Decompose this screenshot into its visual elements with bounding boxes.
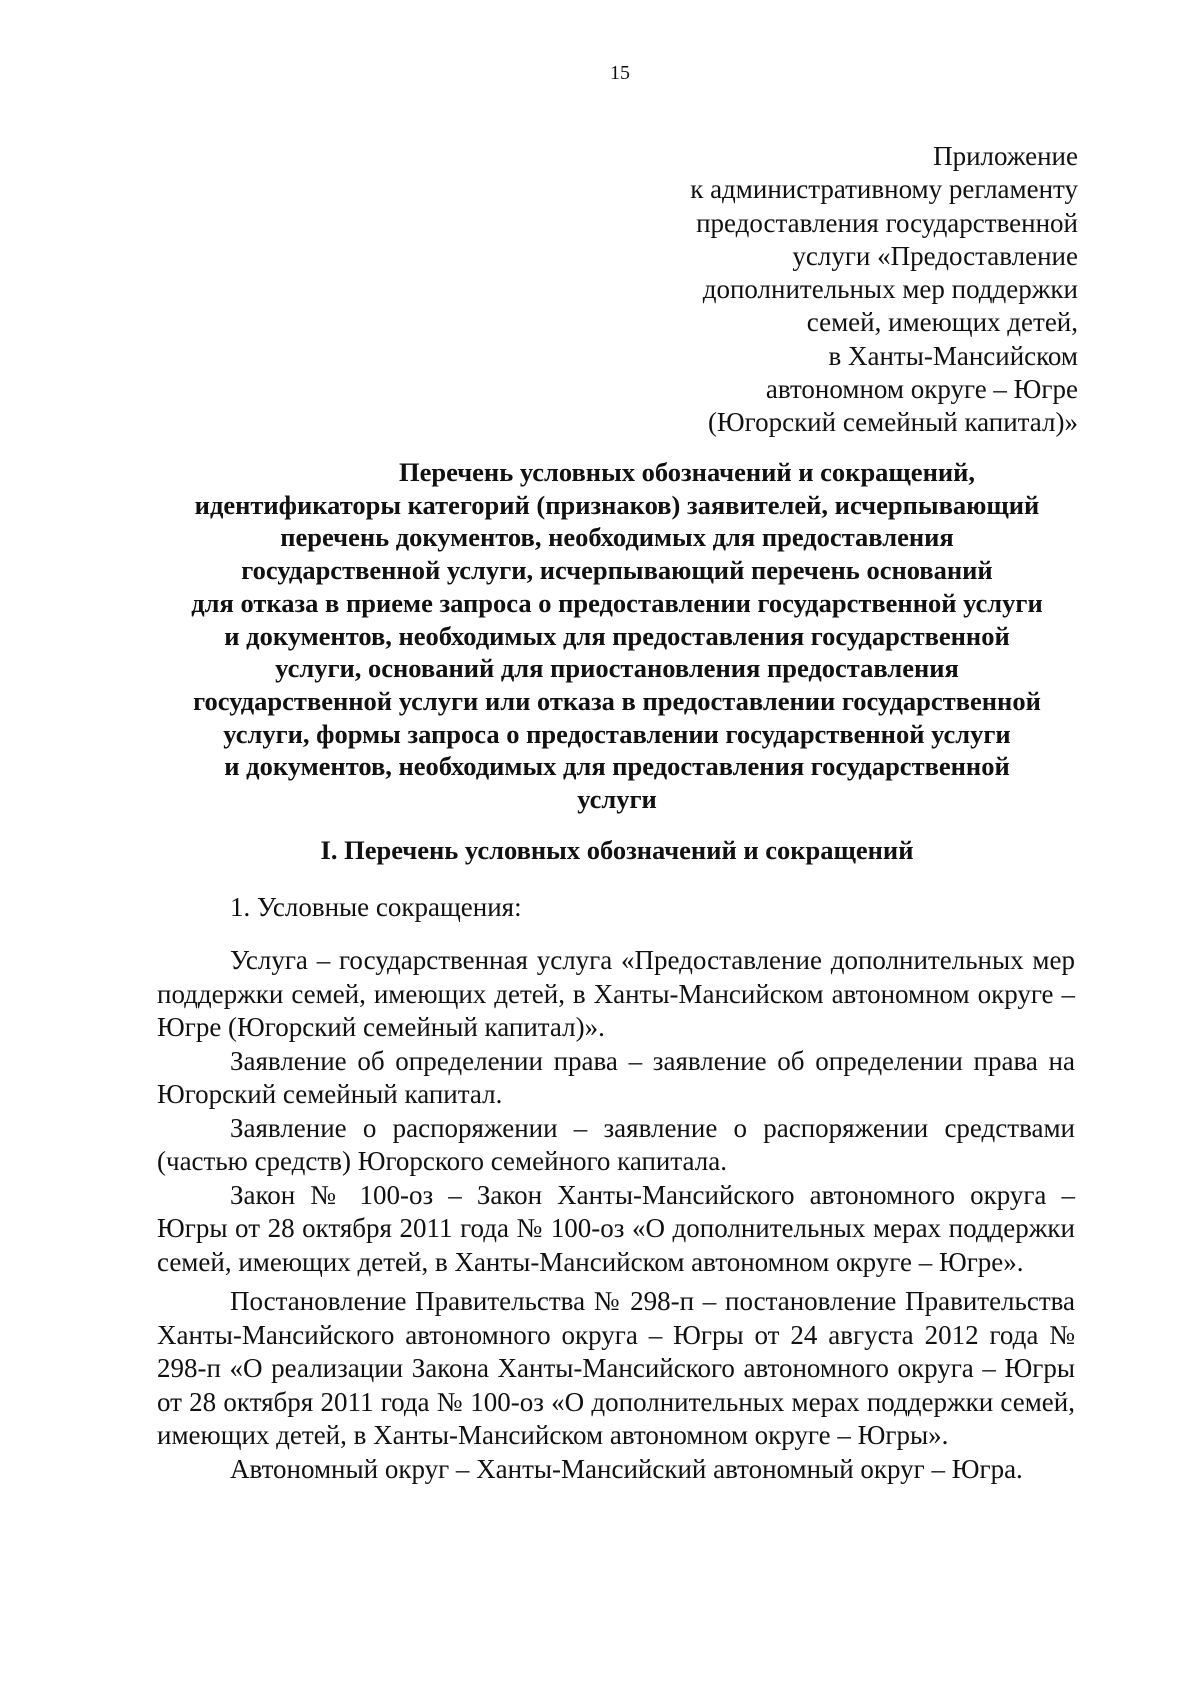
appendix-line: семей, имеющих детей, (806, 307, 1078, 338)
appendix-line: в Ханты-Мансийском (828, 340, 1078, 371)
definitions-list (157, 944, 1075, 1492)
title-line: Перечень условных обозначений и сокращений, (399, 457, 975, 487)
appendix-line: автономном округе – Югре (765, 374, 1078, 405)
appendix-header (690, 140, 1078, 440)
title-line: для отказа в приеме запроса о предоставлении государственной услуги (191, 587, 1043, 618)
title-line: услуги, формы запроса о предоставлении государственной услуги (223, 718, 1011, 749)
title-line: и документов, необходимых для предоставления государственной (224, 751, 1010, 782)
title-line: перечень документов, необходимых для предоставления (280, 522, 954, 553)
section-title: I. Перечень условных обозначений и сокращений (320, 835, 914, 865)
title-line: государственной услуги или отказа в предоставлении государственной (193, 685, 1041, 716)
abbreviations-heading: 1. Условные сокращения: (230, 892, 522, 922)
title-line: услуги (577, 784, 657, 815)
definition-paragraph: Заявление об определении права – заявление об определении права на Югорский семейный капитал. (157, 1045, 1075, 1109)
title-line: идентификаторы категорий (признаков) заявителей, исчерпывающий (194, 489, 1040, 520)
definition-paragraph: Заявление о распоряжении – заявление о распоряжении средствами (частью средств) Югорского семейного капитала. (157, 1112, 1075, 1176)
appendix-line: услуги «Предоставление (792, 240, 1078, 271)
definition-paragraph: Услуга – государственная услуга «Предоставление дополнительных мер поддержки семей, имеющих детей, в Ханты-Мансийском автономном округе – Югре (Югорский семейный капитал)». (157, 945, 1075, 1042)
title-line: услуги, оснований для приостановления предоставления (275, 653, 959, 684)
page-number: 15 (610, 62, 630, 84)
definition-paragraph: Закон № 100-оз – Закон Ханты-Мансийского автономного округа – Югры от 28 октября 2011 года № 100-оз «О дополнительных мерах поддержки семей, имеющих детей, в Ханты-Мансийском автономном округе – Югре». (157, 1179, 1075, 1277)
title-line: и документов, необходимых для предоставления государственной (224, 620, 1010, 651)
appendix-line: к административному регламенту (690, 174, 1078, 205)
definition-paragraph: Постановление Правительства № 298-п – постановление Правительства Ханты-Мансийского автономного округа – Югры от 24 августа 2012 года № 298-п «О реализации Закона Ханты-Мансийского автономного округа – Югры от 28 октября 2011 года № 100-оз «О дополнительных мерах поддержки семей, имеющих детей, в Ханты-Мансийском автономном округе – Югры». (157, 1286, 1075, 1450)
appendix-line: дополнительных мер поддержки (702, 274, 1078, 305)
appendix-line: (Югорский семейный капитал)» (707, 407, 1078, 438)
definition-paragraph: Автономный округ – Ханты-Мансийский автономный округ – Югра. (230, 1453, 1023, 1484)
appendix-line: предоставления государственной (696, 207, 1078, 238)
title-line: государственной услуги, исчерпывающий перечень оснований (241, 555, 993, 586)
appendix-line: Приложение (933, 141, 1078, 171)
document-title (152, 456, 1082, 816)
